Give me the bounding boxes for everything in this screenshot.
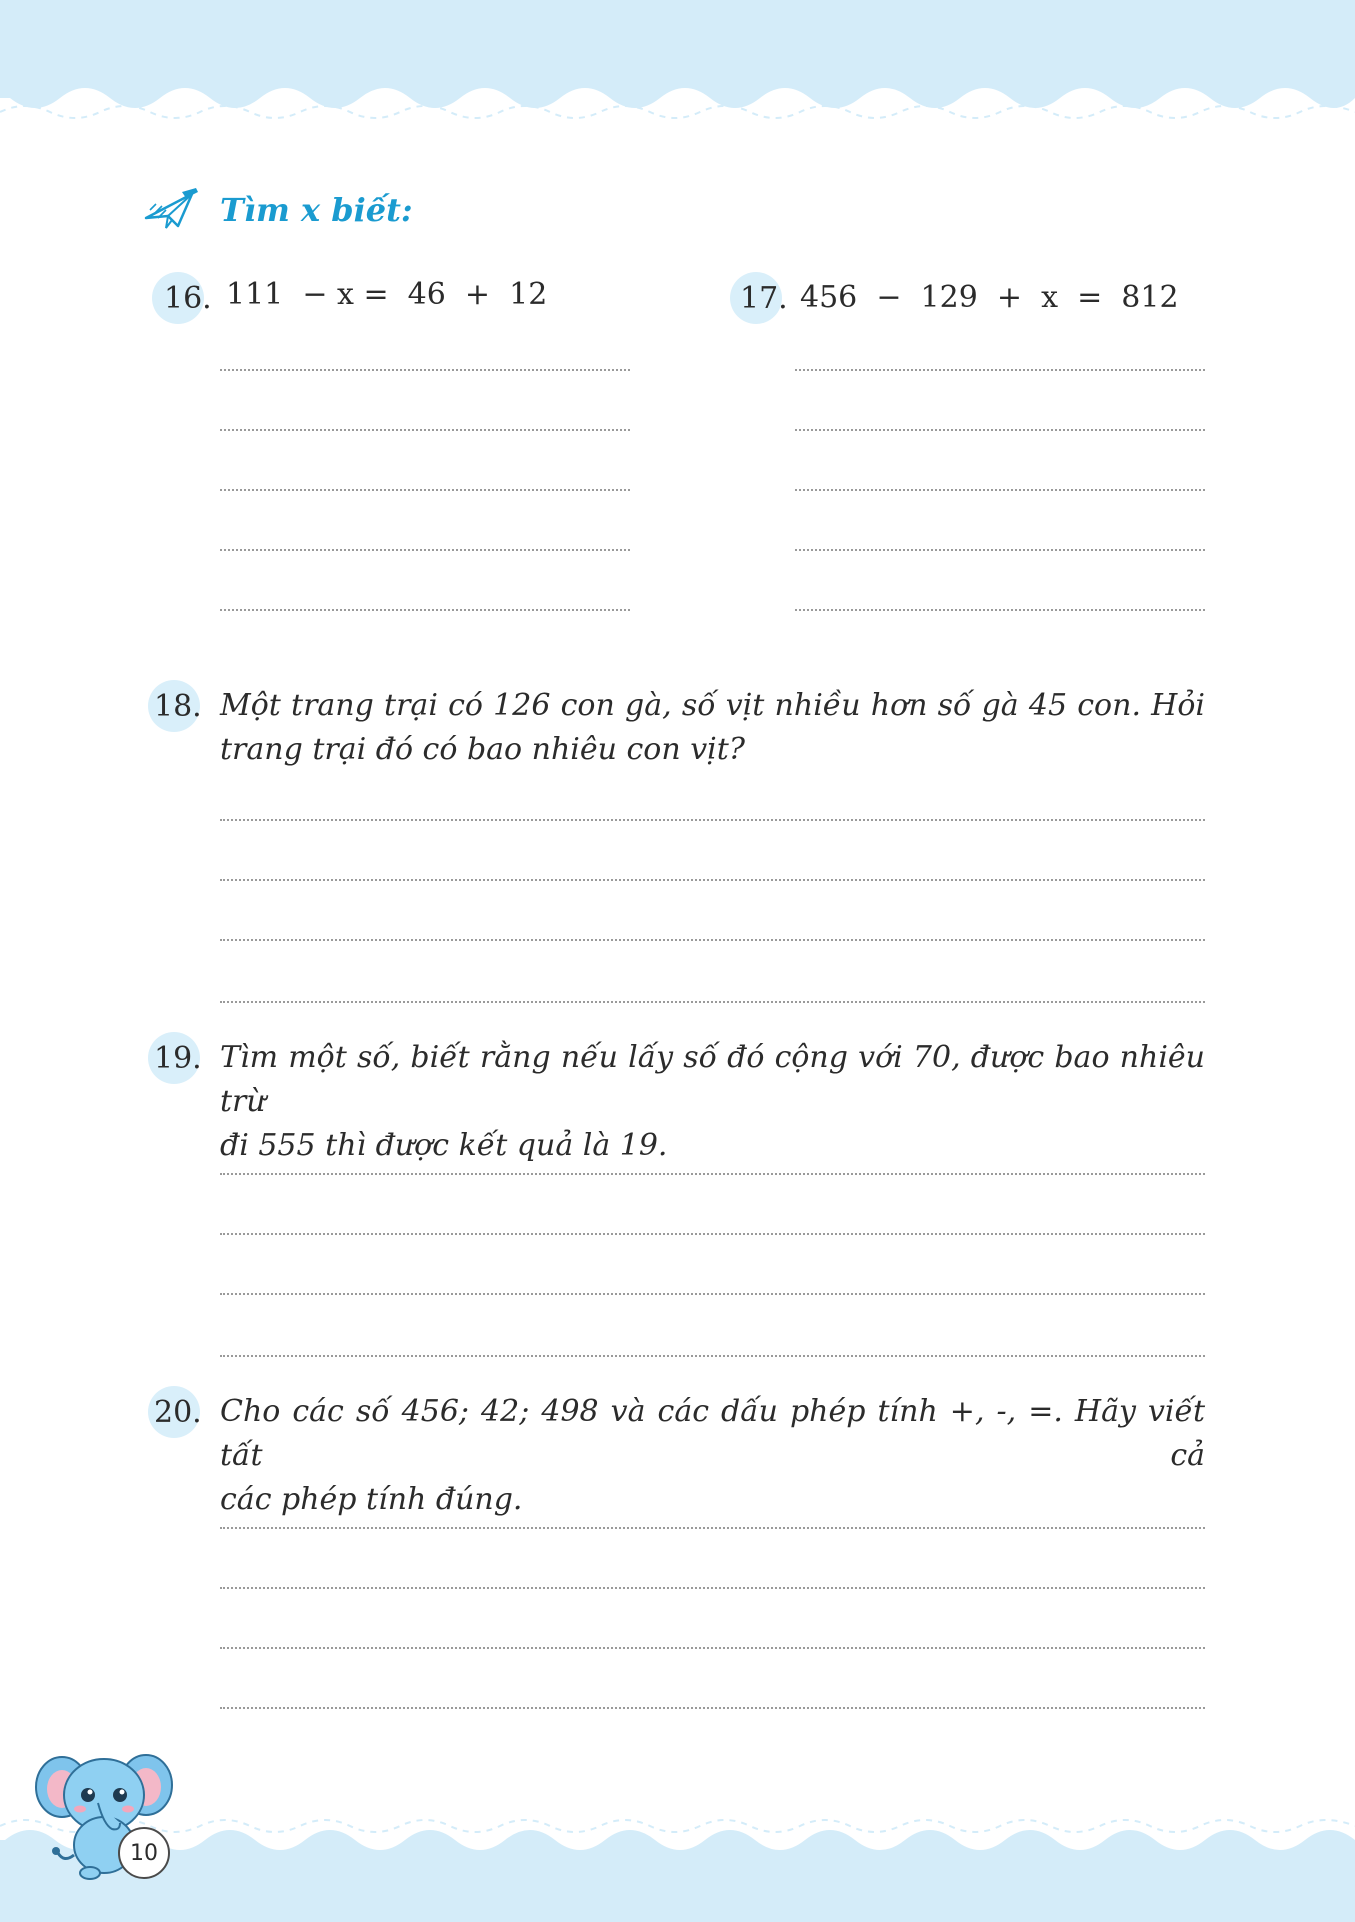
problem-number-20: 20. bbox=[148, 1386, 210, 1438]
answer-line[interactable] bbox=[220, 1355, 1205, 1357]
answer-line[interactable] bbox=[220, 939, 1205, 941]
problem-number-18: 18. bbox=[148, 680, 210, 732]
answer-line[interactable] bbox=[220, 609, 630, 611]
answer-line[interactable] bbox=[795, 609, 1205, 611]
answer-line[interactable] bbox=[220, 489, 630, 491]
answer-line[interactable] bbox=[220, 1707, 1205, 1709]
heading-text: Tìm x biết: bbox=[220, 191, 413, 229]
answer-line[interactable] bbox=[220, 369, 630, 371]
answer-line[interactable] bbox=[220, 429, 630, 431]
problem-number-16: 16. bbox=[150, 272, 212, 324]
answer-line[interactable] bbox=[220, 1173, 1205, 1175]
problem-number-19: 19. bbox=[148, 1032, 210, 1084]
answer-line[interactable] bbox=[220, 1647, 1205, 1649]
answer-line[interactable] bbox=[220, 549, 630, 551]
answer-line[interactable] bbox=[795, 489, 1205, 491]
answer-line[interactable] bbox=[220, 1587, 1205, 1589]
page-number: 10 bbox=[118, 1827, 170, 1879]
question-19: Tìm một số, biết rằng nếu lấy số đó cộng với 70, được bao nhiêu trừ đi 555 thì được kết quả là 19. bbox=[220, 1040, 1205, 1163]
problem-number-17: 17. bbox=[728, 272, 790, 324]
answer-line[interactable] bbox=[220, 879, 1205, 881]
answer-line[interactable] bbox=[795, 369, 1205, 371]
answer-line[interactable] bbox=[220, 1001, 1205, 1003]
answer-line[interactable] bbox=[220, 819, 1205, 821]
equation-16: 111 − x = 46 + 12 bbox=[226, 277, 548, 312]
top-wave-band bbox=[0, 0, 1355, 130]
section-heading bbox=[142, 185, 413, 235]
answer-line[interactable] bbox=[795, 429, 1205, 431]
bottom-wave-band bbox=[0, 1800, 1355, 1922]
pencil-paper-plane-icon bbox=[142, 188, 200, 232]
equation-17: 456 − 129 + x = 812 bbox=[800, 280, 1179, 315]
answer-line[interactable] bbox=[220, 1293, 1205, 1295]
question-20: Cho các số 456; 42; 498 và các dấu phép tính +, -, =. Hãy viết tất cả các phép tính đúng. bbox=[220, 1394, 1205, 1517]
answer-line[interactable] bbox=[795, 549, 1205, 551]
question-18: Một trang trại có 126 con gà, số vịt nhiều hơn số gà 45 con. Hỏi trang trại đó có bao nhiêu con vịt? bbox=[220, 688, 1205, 767]
answer-line[interactable] bbox=[220, 1233, 1205, 1235]
answer-line[interactable] bbox=[220, 1527, 1205, 1529]
